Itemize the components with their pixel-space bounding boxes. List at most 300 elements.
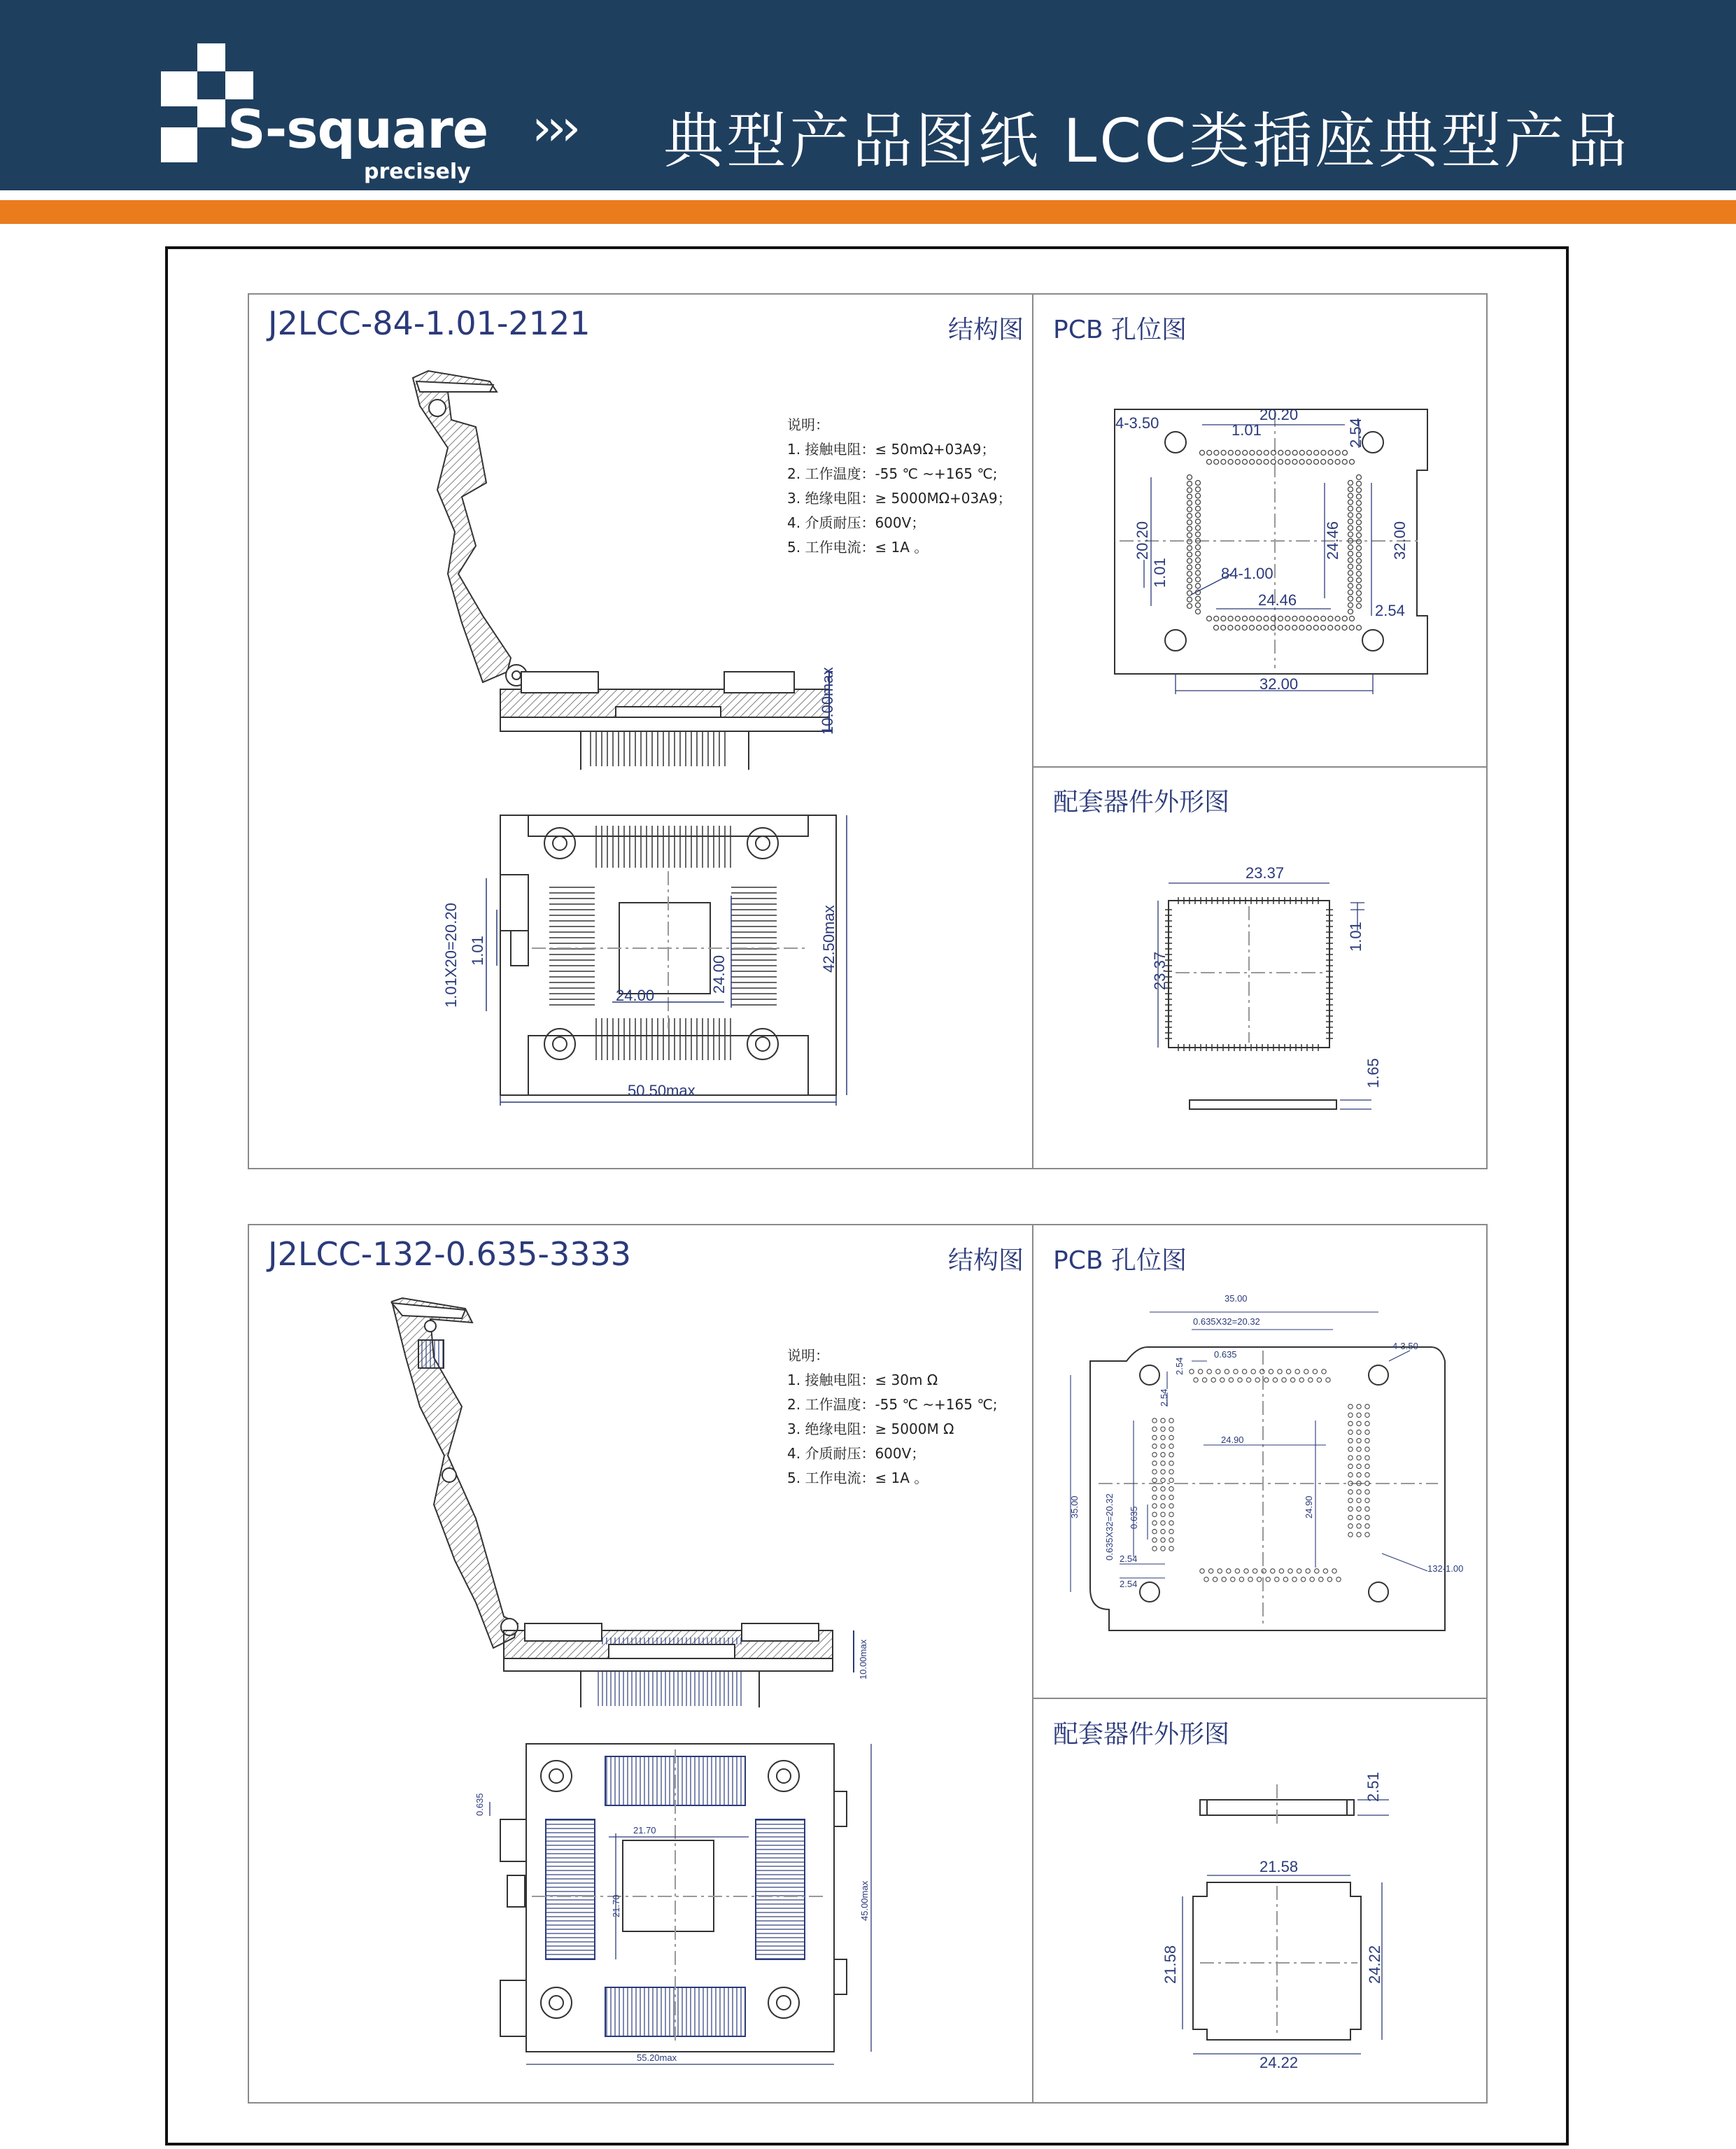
- pcb-hole: [1207, 460, 1212, 465]
- pcb-hole: [1365, 1515, 1369, 1519]
- pcb-hole: [1365, 1507, 1369, 1511]
- pcb-hole: [1292, 616, 1297, 621]
- pcb-hole: [1278, 1369, 1282, 1374]
- pcb-hole: [1365, 1524, 1369, 1528]
- pcb-hole: [1161, 1546, 1165, 1551]
- product1-structure-label: 结构图: [948, 316, 1024, 344]
- pcb-hole: [1196, 519, 1201, 524]
- pcb-hole: [1161, 1461, 1165, 1465]
- pcb-hole: [1196, 526, 1201, 530]
- pcb-hole: [1278, 616, 1283, 621]
- pcb-hole: [1348, 1524, 1353, 1528]
- pcb-hole: [1236, 451, 1241, 456]
- pcb-hole: [1221, 626, 1226, 630]
- pcb-hole: [1335, 460, 1340, 465]
- pcb-hole: [1357, 1404, 1361, 1409]
- pcb-dim-span: 20.20: [1259, 406, 1299, 423]
- pcb-hole: [1357, 597, 1362, 602]
- product1-side-view: [413, 371, 833, 770]
- pcb-hole: [1204, 1577, 1208, 1581]
- pcb-hole: [1357, 1430, 1361, 1434]
- pcb-hole: [1196, 558, 1201, 563]
- pcb-hole: [1285, 616, 1290, 621]
- pcb-hole: [1348, 1472, 1353, 1477]
- pcb-hole: [1357, 500, 1362, 505]
- pcb-hole: [1279, 1569, 1283, 1573]
- note-line: 3. 绝缘电阻：≥ 5000M Ω: [787, 1421, 954, 1437]
- dim-inner-width: 21.70: [633, 1825, 656, 1836]
- pcb-hole: [1235, 626, 1240, 630]
- pcb-hole: [1290, 1378, 1294, 1382]
- pcb-hole: [1348, 558, 1353, 563]
- pcb-hole: [1255, 1378, 1259, 1382]
- pcb-hole: [1357, 1524, 1361, 1528]
- pcb-hole: [1348, 532, 1353, 537]
- pcb-hole: [1297, 1569, 1301, 1573]
- pcb-hole: [1328, 451, 1333, 456]
- pcb-hole: [1292, 1577, 1297, 1581]
- product1-notes: [787, 413, 1012, 560]
- pcb-hole: [1271, 460, 1276, 465]
- pcb-hole: [1348, 1439, 1353, 1443]
- product2-top-view: [490, 1744, 871, 2064]
- pcb-hole: [1264, 616, 1269, 621]
- pcb-hole: [1214, 626, 1219, 630]
- pcb-hole: [1187, 475, 1192, 480]
- pcb-hole: [1152, 1504, 1157, 1508]
- pcb-dim-row-h: 24.46: [1258, 591, 1297, 609]
- part-dim-thickness: 1.65: [1364, 1058, 1382, 1088]
- product1-top-view: [486, 815, 847, 1106]
- pcb-hole: [1357, 1533, 1361, 1537]
- pcb-dim-offset: 2.54: [1174, 1357, 1185, 1375]
- pcb-hole: [1342, 626, 1347, 630]
- pcb-dim-pitch: 0.635: [1214, 1349, 1237, 1360]
- pcb-dim-edge: 2.54: [1375, 602, 1405, 619]
- pcb-dim-left-2: 2.54: [1120, 1579, 1138, 1589]
- pcb-hole: [1161, 1486, 1165, 1491]
- pcb-dim-span-v: 20.20: [1134, 521, 1151, 560]
- pcb-hole: [1328, 616, 1333, 621]
- pcb-hole: [1310, 1577, 1314, 1581]
- pcb-hole: [1328, 626, 1333, 630]
- pcb-hole: [1348, 596, 1353, 601]
- chevron-right-icon: ›››: [532, 98, 576, 157]
- pcb-hole: [1365, 1413, 1369, 1417]
- dim-pitch: 1.01X20=20.20: [442, 903, 460, 1008]
- pcb-hole: [1161, 1478, 1165, 1482]
- pcb-hole: [1214, 616, 1219, 621]
- pcb-hole: [1365, 1439, 1369, 1443]
- part-dim-height: 23.37: [1151, 951, 1169, 990]
- pcb-hole: [1196, 584, 1201, 589]
- pcb-hole: [1278, 626, 1283, 630]
- pcb-hole: [1295, 1369, 1299, 1374]
- pcb-hole: [1187, 572, 1192, 577]
- pcb-hole: [1187, 526, 1192, 531]
- pcb-hole: [1228, 616, 1233, 621]
- pcb-hole: [1292, 451, 1297, 456]
- pcb-hole: [1243, 451, 1248, 456]
- pcb-hole: [1242, 626, 1247, 630]
- pcb-hole: [1317, 1378, 1321, 1382]
- product2-structure-label: 结构图: [948, 1246, 1024, 1275]
- pcb-dim-row-v: 24.90: [1304, 1495, 1314, 1519]
- pcb-hole: [1152, 1512, 1157, 1516]
- pcb-hole: [1342, 616, 1347, 621]
- pcb-hole: [1228, 451, 1233, 456]
- pcb-hole: [1286, 1369, 1290, 1374]
- pcb-hole: [1357, 1447, 1361, 1451]
- pcb-dim-span-v: 0.635X32=20.32: [1104, 1493, 1115, 1560]
- pcb-hole: [1313, 1369, 1317, 1374]
- dim-outer-width: 55.20max: [637, 2052, 677, 2063]
- pcb-hole: [1239, 1577, 1243, 1581]
- pcb-hole: [1357, 552, 1362, 557]
- pcb-dim-pitch: 1.01: [1232, 421, 1262, 439]
- pcb-hole: [1301, 1577, 1305, 1581]
- pcb-hole: [1348, 1533, 1353, 1537]
- pcb-hole: [1187, 578, 1192, 583]
- pcb-hole: [1271, 1569, 1275, 1573]
- pcb-hole: [1207, 451, 1212, 456]
- pcb-hole: [1348, 603, 1353, 607]
- dim-inner-height: 21.70: [611, 1894, 621, 1917]
- pcb-hole: [1244, 1569, 1248, 1573]
- product2-notes: [787, 1344, 998, 1491]
- pcb-hole: [1357, 1439, 1361, 1443]
- pcb-dim-hole-count: 132-1.00: [1427, 1563, 1464, 1574]
- pcb-hole: [1196, 487, 1201, 492]
- pcb-hole: [1273, 1378, 1277, 1382]
- pcb-hole: [1348, 577, 1353, 582]
- pcb-hole: [1169, 1444, 1173, 1448]
- pcb-hole: [1288, 1569, 1292, 1573]
- pcb-hole: [1187, 488, 1192, 493]
- pcb-hole: [1306, 626, 1311, 630]
- pcb-hole: [1235, 1569, 1239, 1573]
- pcb-hole: [1365, 1490, 1369, 1494]
- pcb-hole: [1169, 1495, 1173, 1500]
- pcb-hole: [1187, 500, 1192, 505]
- pcb-dim-board-v: 32.00: [1391, 521, 1409, 560]
- note-line: 3. 绝缘电阻：≥ 5000MΩ+03A9；: [787, 490, 1012, 507]
- pcb-hole: [1348, 564, 1353, 569]
- pcb-hole: [1196, 532, 1201, 537]
- pcb-hole: [1348, 1498, 1353, 1502]
- pcb-hole: [1169, 1538, 1173, 1542]
- pcb-hole: [1348, 1421, 1353, 1425]
- pcb-hole: [1161, 1435, 1165, 1439]
- pcb-hole: [1304, 1369, 1308, 1374]
- pcb-hole: [1357, 546, 1362, 551]
- pcb-hole: [1196, 577, 1201, 582]
- pcb-hole: [1285, 460, 1290, 465]
- pcb-hole: [1250, 451, 1255, 456]
- pcb-hole: [1336, 1577, 1341, 1581]
- part-dim-outer-width: 24.22: [1259, 2054, 1299, 2071]
- pcb-hole: [1196, 610, 1201, 614]
- pcb-hole: [1257, 626, 1262, 630]
- pcb-hole: [1152, 1461, 1157, 1465]
- pcb-hole: [1248, 1577, 1252, 1581]
- pcb-hole: [1283, 1577, 1287, 1581]
- pcb-hole: [1187, 520, 1192, 525]
- pcb-hole: [1357, 584, 1362, 589]
- product2-mating-device: [1183, 1784, 1389, 2054]
- pcb-hole: [1187, 552, 1192, 557]
- pcb-hole: [1187, 533, 1192, 537]
- pcb-hole: [1202, 1378, 1206, 1382]
- product2-pcb-dims: [1071, 1312, 1427, 1592]
- note-line: 4. 介质耐压：600V；: [787, 514, 926, 531]
- pcb-hole: [1221, 616, 1226, 621]
- pcb-hole: [1152, 1435, 1157, 1439]
- pcb-hole: [1196, 493, 1201, 498]
- pcb-hole: [1299, 616, 1304, 621]
- pcb-hole: [1307, 451, 1312, 456]
- pcb-hole: [1321, 460, 1326, 465]
- pcb-hole: [1251, 1369, 1255, 1374]
- pcb-hole: [1348, 1447, 1353, 1451]
- pcb-dim-board-h: 35.00: [1225, 1293, 1248, 1304]
- pcb-hole: [1308, 1378, 1313, 1382]
- pcb-hole: [1365, 1464, 1369, 1468]
- pcb-hole: [1152, 1486, 1157, 1491]
- pcb-hole: [1350, 460, 1355, 465]
- pcb-hole: [1194, 1378, 1198, 1382]
- pcb-hole: [1161, 1418, 1165, 1423]
- pcb-hole: [1169, 1546, 1173, 1551]
- pcb-hole: [1321, 451, 1326, 456]
- pcb-hole: [1314, 451, 1319, 456]
- pcb-hole: [1365, 1447, 1369, 1451]
- pcb-hole: [1326, 1378, 1330, 1382]
- dim-outer-height: 42.50max: [820, 905, 838, 973]
- pcb-hole: [1332, 1569, 1336, 1573]
- pcb-hole: [1299, 1378, 1304, 1382]
- product1-part-label: 配套器件外形图: [1053, 788, 1230, 817]
- pcb-hole: [1169, 1504, 1173, 1508]
- pcb-hole: [1161, 1470, 1165, 1474]
- pcb-hole: [1357, 1421, 1361, 1425]
- pcb-hole: [1299, 460, 1304, 465]
- pcb-hole: [1235, 616, 1240, 621]
- pcb-hole: [1357, 514, 1362, 519]
- pcb-hole: [1196, 596, 1201, 601]
- product1-mating-device: [1158, 883, 1371, 1109]
- note-line: 5. 工作电流：≤ 1A 。: [787, 1470, 929, 1486]
- pcb-hole: [1321, 616, 1326, 621]
- pcb-hole: [1152, 1521, 1157, 1525]
- pcb-hole: [1348, 610, 1353, 614]
- pcb-hole: [1187, 494, 1192, 499]
- product1-pcb-hole-map: [1115, 409, 1427, 674]
- product2-pcb-hole-map: [1090, 1347, 1445, 1630]
- pcb-hole: [1350, 616, 1355, 621]
- pcb-dim-offset: 2.54: [1347, 418, 1364, 448]
- pcb-dim-row-h: 24.90: [1221, 1435, 1244, 1445]
- pcb-hole: [1315, 1569, 1319, 1573]
- pcb-hole: [1357, 604, 1362, 609]
- pcb-hole: [1348, 526, 1353, 530]
- pcb-hole: [1257, 1577, 1261, 1581]
- pcb-dim-holes: 4-3.50: [1115, 414, 1159, 432]
- pcb-hole: [1229, 1378, 1233, 1382]
- pcb-hole: [1152, 1538, 1157, 1542]
- pcb-hole: [1231, 1577, 1235, 1581]
- product2-part-label: 配套器件外形图: [1053, 1720, 1230, 1749]
- pcb-hole: [1285, 626, 1290, 630]
- pcb-hole: [1169, 1470, 1173, 1474]
- pcb-dim-holes: 4-3.50: [1392, 1341, 1418, 1351]
- pcb-hole: [1161, 1529, 1165, 1533]
- pcb-hole: [1349, 626, 1354, 630]
- pcb-hole: [1234, 1369, 1238, 1374]
- pcb-dim-span: 0.635X32=20.32: [1193, 1316, 1260, 1327]
- pcb-hole: [1357, 526, 1362, 531]
- pcb-hole: [1314, 460, 1319, 465]
- pcb-hole: [1348, 519, 1353, 524]
- pcb-dim-pitch-v: 0.635: [1129, 1506, 1139, 1529]
- pcb-hole: [1169, 1529, 1173, 1533]
- part-dim-width: 23.37: [1245, 864, 1285, 882]
- pcb-hole: [1169, 1478, 1173, 1482]
- pcb-hole: [1271, 451, 1276, 456]
- pcb-hole: [1214, 460, 1219, 465]
- pcb-hole: [1152, 1478, 1157, 1482]
- pcb-hole: [1161, 1427, 1165, 1431]
- pcb-hole: [1190, 1369, 1194, 1374]
- pcb-dim-board-v: 35.00: [1069, 1495, 1080, 1519]
- pcb-dim-row-v: 24.46: [1324, 521, 1341, 560]
- pcb-hole: [1196, 506, 1201, 511]
- pcb-hole: [1365, 1430, 1369, 1434]
- part-dim-pitch: 1.01: [1347, 922, 1364, 952]
- pcb-hole: [1313, 626, 1318, 630]
- pcb-hole: [1285, 451, 1290, 456]
- pcb-hole: [1365, 1421, 1369, 1425]
- dim-pitch-single: 1.01: [469, 936, 486, 966]
- pcb-hole: [1306, 460, 1311, 465]
- pcb-hole: [1348, 1456, 1353, 1460]
- pcb-hole: [1250, 616, 1255, 621]
- pcb-hole: [1264, 451, 1269, 456]
- pcb-hole: [1161, 1538, 1165, 1542]
- pcb-hole: [1306, 616, 1311, 621]
- pcb-hole: [1213, 1577, 1217, 1581]
- pcb-hole: [1161, 1512, 1165, 1516]
- pcb-hole: [1357, 572, 1362, 577]
- pcb-hole: [1292, 460, 1297, 465]
- pcb-dim-left-1: 2.54: [1120, 1553, 1138, 1564]
- pcb-hole: [1348, 1413, 1353, 1417]
- pcb-hole: [1169, 1418, 1173, 1423]
- pcb-hole: [1152, 1470, 1157, 1474]
- pcb-hole: [1222, 1577, 1226, 1581]
- pcb-hole: [1152, 1418, 1157, 1423]
- pcb-hole: [1243, 616, 1248, 621]
- pcb-hole: [1242, 1369, 1246, 1374]
- pcb-hole: [1348, 500, 1353, 505]
- pcb-hole: [1348, 506, 1353, 511]
- pcb-hole: [1348, 584, 1353, 589]
- pcb-hole: [1161, 1504, 1165, 1508]
- pcb-hole: [1187, 514, 1192, 519]
- pcb-hole: [1152, 1453, 1157, 1457]
- pcb-hole: [1257, 616, 1262, 621]
- part-dim-height: 21.58: [1162, 1945, 1179, 1984]
- dim-inner-width: 24.00: [616, 987, 655, 1004]
- pcb-hole: [1357, 591, 1362, 596]
- pcb-hole: [1207, 616, 1212, 621]
- pcb-dim-edge: 2.54: [1159, 1388, 1169, 1407]
- pcb-hole: [1357, 475, 1362, 480]
- pcb-hole: [1200, 1569, 1204, 1573]
- pcb-hole: [1187, 604, 1192, 609]
- pcb-hole: [1348, 570, 1353, 575]
- pcb-hole: [1357, 626, 1362, 630]
- pcb-hole: [1207, 1369, 1211, 1374]
- pcb-hole: [1357, 520, 1362, 525]
- pcb-hole: [1169, 1453, 1173, 1457]
- pcb-hole: [1348, 1464, 1353, 1468]
- pcb-hole: [1152, 1529, 1157, 1533]
- notes-title: 说明：: [787, 416, 829, 433]
- note-line: 1. 接触电阻：≤ 30m Ω: [787, 1372, 938, 1388]
- dim-height: 10.00max: [858, 1639, 868, 1679]
- pcb-hole: [1169, 1512, 1173, 1516]
- pcb-hole: [1282, 1378, 1286, 1382]
- note-line: 4. 介质耐压：600V；: [787, 1445, 926, 1462]
- note-line: 1. 接触电阻：≤ 50mΩ+03A9；: [787, 441, 996, 458]
- pcb-hole: [1365, 1498, 1369, 1502]
- pcb-hole: [1348, 513, 1353, 518]
- pcb-hole: [1365, 1404, 1369, 1409]
- pcb-hole: [1196, 500, 1201, 505]
- pcb-hole: [1200, 451, 1205, 456]
- pcb-hole: [1196, 603, 1201, 607]
- dim-outer-width: 50.50max: [628, 1082, 696, 1099]
- pcb-hole: [1348, 1507, 1353, 1511]
- pcb-hole: [1348, 551, 1353, 556]
- pcb-hole: [1252, 1569, 1257, 1573]
- pcb-hole: [1257, 460, 1262, 465]
- pcb-hole: [1357, 533, 1362, 537]
- pcb-hole: [1187, 507, 1192, 512]
- pcb-hole: [1348, 481, 1353, 486]
- product1-pcb-label: PCB 孔位图: [1053, 316, 1187, 344]
- pcb-hole: [1221, 460, 1226, 465]
- pcb-hole: [1196, 570, 1201, 575]
- pcb-hole: [1152, 1444, 1157, 1448]
- pcb-hole: [1319, 1577, 1323, 1581]
- pcb-hole: [1260, 1369, 1264, 1374]
- pcb-hole: [1357, 1456, 1361, 1460]
- pcb-hole: [1196, 513, 1201, 518]
- pcb-hole: [1214, 451, 1219, 456]
- pcb-hole: [1348, 590, 1353, 595]
- pcb-hole: [1216, 1369, 1220, 1374]
- pcb-hole: [1327, 1577, 1332, 1581]
- pcb-hole: [1227, 1569, 1231, 1573]
- pcb-hole: [1218, 1569, 1222, 1573]
- pcb-hole: [1246, 1378, 1250, 1382]
- pcb-dim-hole-count: 84-1.00: [1221, 565, 1273, 582]
- pcb-hole: [1365, 1533, 1369, 1537]
- pcb-hole: [1187, 584, 1192, 589]
- pcb-hole: [1269, 1369, 1273, 1374]
